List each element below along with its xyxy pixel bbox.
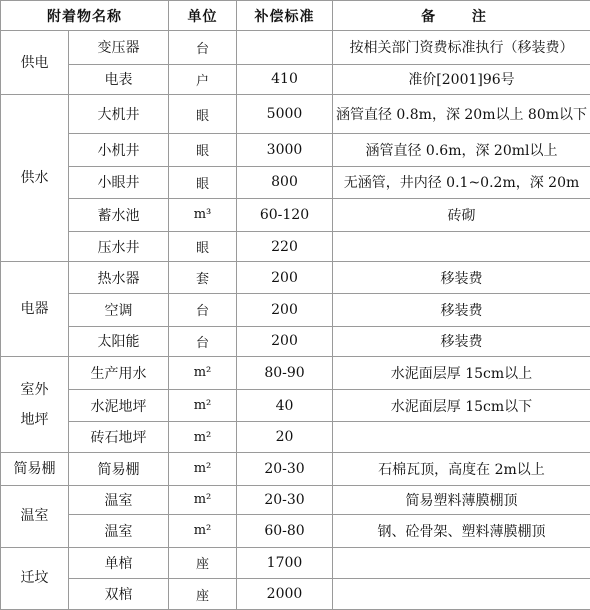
category-cell: 电器 xyxy=(1,262,69,357)
standard-cell: 200 xyxy=(237,293,333,326)
unit-cell: 座 xyxy=(169,579,237,610)
category-cell: 室外 地坪 xyxy=(1,357,69,453)
note-cell: 水泥面层厚 15cm以下 xyxy=(333,389,590,422)
item-cell: 蓄水池 xyxy=(69,199,169,232)
unit-cell: m² xyxy=(169,389,237,422)
header-note: 备 注 xyxy=(333,1,590,31)
note-cell xyxy=(333,231,590,262)
table-row xyxy=(1,95,590,134)
table-row xyxy=(1,231,590,262)
note-cell: 水泥面层厚 15cm以上 xyxy=(333,357,590,390)
unit-cell: 户 xyxy=(169,64,237,95)
table-row xyxy=(1,452,590,485)
note-cell: 移装费 xyxy=(333,326,590,357)
unit-cell: 眼 xyxy=(169,166,237,199)
table-row xyxy=(1,515,590,548)
table-row xyxy=(1,262,590,294)
standard-cell: 40 xyxy=(237,389,333,422)
table-row xyxy=(1,389,590,422)
item-cell: 简易棚 xyxy=(69,452,169,485)
item-cell: 砖石地坪 xyxy=(69,422,169,453)
table-row xyxy=(1,326,590,357)
item-cell: 小眼井 xyxy=(69,166,169,199)
item-cell: 小机井 xyxy=(69,133,169,166)
note-cell: 按相关部门资费标准执行（移装费） xyxy=(333,31,590,65)
note-cell: 准价[2001]96号 xyxy=(333,64,590,95)
item-cell: 水泥地坪 xyxy=(69,389,169,422)
standard-cell: 80-90 xyxy=(237,357,333,390)
standard-cell: 20-30 xyxy=(237,485,333,515)
note-cell: 钢、砼骨架、塑料薄膜棚顶 xyxy=(333,515,590,548)
standard-cell: 410 xyxy=(237,64,333,95)
item-cell: 温室 xyxy=(69,485,169,515)
table-row xyxy=(1,547,590,579)
unit-cell: 眼 xyxy=(169,95,237,134)
unit-cell: m² xyxy=(169,422,237,453)
table-row xyxy=(1,422,590,453)
item-cell: 热水器 xyxy=(69,262,169,294)
item-cell: 生产用水 xyxy=(69,357,169,390)
note-cell xyxy=(333,579,590,610)
standard-cell: 20-30 xyxy=(237,452,333,485)
standard-cell: 800 xyxy=(237,166,333,199)
unit-cell: 套 xyxy=(169,262,237,294)
standard-cell: 20 xyxy=(237,422,333,453)
unit-cell: m² xyxy=(169,357,237,390)
unit-cell: 台 xyxy=(169,326,237,357)
item-cell: 太阳能 xyxy=(69,326,169,357)
unit-cell: m² xyxy=(169,452,237,485)
item-cell: 变压器 xyxy=(69,31,169,65)
unit-cell: m³ xyxy=(169,199,237,232)
header-standard: 补偿标准 xyxy=(237,1,333,31)
standard-cell: 1700 xyxy=(237,547,333,579)
table-row xyxy=(1,357,590,390)
item-cell: 压水井 xyxy=(69,231,169,262)
header-item: 附着物名称 xyxy=(1,1,169,31)
standard-cell: 60-80 xyxy=(237,515,333,548)
unit-cell: 座 xyxy=(169,547,237,579)
item-cell: 空调 xyxy=(69,293,169,326)
note-cell: 石棉瓦顶，高度在 2m以上 xyxy=(333,452,590,485)
table-row xyxy=(1,31,590,65)
category-cell: 供水 xyxy=(1,95,69,262)
item-cell: 单棺 xyxy=(69,547,169,579)
standard-cell: 3000 xyxy=(237,133,333,166)
unit-cell: 眼 xyxy=(169,133,237,166)
standard-cell: 200 xyxy=(237,262,333,294)
table-row xyxy=(1,199,590,232)
category-cell: 迁坟 xyxy=(1,547,69,609)
standard-cell: 220 xyxy=(237,231,333,262)
unit-cell: 台 xyxy=(169,31,237,65)
table-row xyxy=(1,64,590,95)
note-cell: 砖砌 xyxy=(333,199,590,232)
note-cell: 无涵管，井内径 0.1~0.2m，深 20m xyxy=(333,166,590,199)
category-cell: 供电 xyxy=(1,31,69,95)
unit-cell: 台 xyxy=(169,293,237,326)
header-unit: 单位 xyxy=(169,1,237,31)
note-cell: 涵管直径 0.8m，深 20m以上 80m以下 xyxy=(333,95,590,134)
note-cell xyxy=(333,547,590,579)
header-row xyxy=(1,1,590,31)
standard-cell: 60-120 xyxy=(237,199,333,232)
note-cell: 涵管直径 0.6m，深 20ml以上 xyxy=(333,133,590,166)
item-cell: 温室 xyxy=(69,515,169,548)
note-cell xyxy=(333,422,590,453)
category-cell: 简易棚 xyxy=(1,452,69,485)
unit-cell: m² xyxy=(169,515,237,548)
item-cell: 双棺 xyxy=(69,579,169,610)
unit-cell: 眼 xyxy=(169,231,237,262)
table-row xyxy=(1,485,590,515)
note-cell: 移装费 xyxy=(333,293,590,326)
table-row xyxy=(1,133,590,166)
table-row xyxy=(1,293,590,326)
table-row xyxy=(1,166,590,199)
item-cell: 大机井 xyxy=(69,95,169,134)
standard-cell: 5000 xyxy=(237,95,333,134)
table-body xyxy=(1,31,590,610)
item-cell: 电表 xyxy=(69,64,169,95)
note-cell: 简易塑料薄膜棚顶 xyxy=(333,485,590,515)
note-cell: 移装费 xyxy=(333,262,590,294)
unit-cell: m² xyxy=(169,485,237,515)
standard-cell xyxy=(237,31,333,65)
table-row xyxy=(1,579,590,610)
category-cell: 温室 xyxy=(1,485,69,547)
standard-cell: 2000 xyxy=(237,579,333,610)
standard-cell: 200 xyxy=(237,326,333,357)
